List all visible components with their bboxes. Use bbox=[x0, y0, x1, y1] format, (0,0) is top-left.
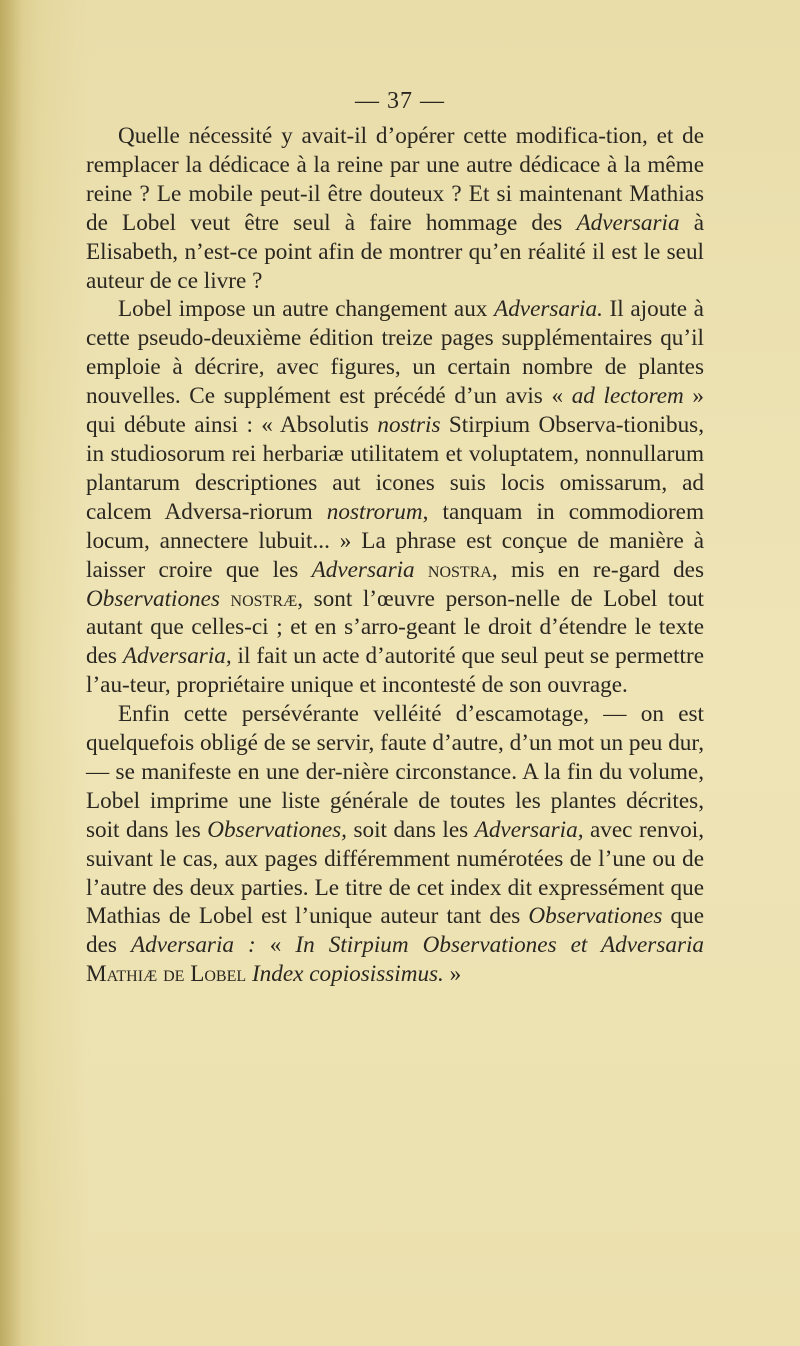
text-run: « bbox=[255, 932, 296, 959]
text-run: que des bbox=[86, 903, 704, 959]
paragraph bbox=[86, 122, 704, 295]
italic-run: Adversaria bbox=[311, 556, 415, 583]
italic-run: Index copiosissimus. bbox=[251, 961, 444, 988]
text-run: Il ajoute à cette pseudo-deuxième édition treize pages supplémentaires qu’il emploie à décrire, avec figures, un certain nombre de plantes nouvelles. Ce supplément est précédé d’un avis « bbox=[86, 296, 704, 410]
italic-run: Observationes bbox=[86, 585, 220, 612]
body-text bbox=[86, 122, 704, 989]
text-run bbox=[220, 586, 231, 612]
text-run: Lobel impose un autre changement aux bbox=[118, 296, 495, 323]
paragraph bbox=[86, 295, 704, 700]
italic-run: ad lectorem bbox=[571, 383, 684, 410]
small-caps-run: nostræ bbox=[230, 585, 298, 612]
italic-run: Adversaria : bbox=[130, 932, 256, 959]
italic-run: Adversaria. bbox=[494, 296, 603, 323]
text-run: , sont l’œuvre person-nelle de Lobel tout autant que celles-ci ; et en s’arro-geant le droit d’étendre le texte des bbox=[86, 585, 704, 670]
text-run: » bbox=[443, 961, 462, 988]
text-run bbox=[415, 557, 428, 583]
text-run: , tanquam in commodiorem locum, annectere lubuit... » La phrase est conçue de manière à laisser croire que les bbox=[86, 498, 704, 583]
text-run: Stirpium Observa-tionibus, in studiosorum rei herbariæ utilitatem et voluptatem, nonnullarum plantarum descriptiones aut icones suis locis omissarum, ad calcem Adversa-riorum bbox=[86, 412, 704, 525]
text-run: soit dans les bbox=[346, 816, 475, 843]
italic-run: nostrorum bbox=[326, 498, 423, 525]
text-run: avec renvoi, suivant le cas, aux pages différemment numérotées de l’une ou de l’autre des deux parties. Le titre de cet index dit expressément que Mathias de Lobel est l’unique auteur tant des bbox=[86, 816, 704, 930]
text-run: il fait un acte d’autorité que seul peut se permettre l’au-teur, propriétaire unique et incontesté de son ouvrage. bbox=[86, 643, 704, 699]
text-run: » qui débute ainsi : « Absolutis bbox=[86, 383, 705, 439]
italic-run: Adversaria, bbox=[474, 816, 584, 843]
italic-run: Adversaria bbox=[576, 209, 680, 236]
small-caps-run: nostra bbox=[427, 556, 492, 583]
italic-run: nostris bbox=[377, 412, 441, 439]
page-number: — 37 — bbox=[355, 88, 445, 114]
italic-run: Observationes bbox=[528, 903, 663, 930]
text-run: , mis en re-gard des bbox=[491, 556, 704, 583]
paragraph bbox=[86, 700, 704, 989]
italic-run: In Stirpium Observationes et Adversaria bbox=[295, 932, 704, 959]
text-run: Quelle nécessité y avait-il d’opérer cette modifica-tion, et de remplacer la dédicace à la reine par une autre dédicace à la même reine ? Le mobile peut-il être douteux ? Et si maintenant Mathias de Lobel veut être seul à faire hommage des bbox=[86, 123, 704, 236]
page-spine-shadow bbox=[0, 0, 22, 1346]
small-caps-run: Mathiæ de Lobel bbox=[86, 961, 247, 988]
italic-run: Adversaria, bbox=[122, 643, 232, 670]
text-run: Enfin cette persévérante velléité d’escamotage, — on est quelquefois obligé de se servir, faute d’autre, d’un mot un peu dur, — se manifeste en une der-nière circonstance. A la fin du volume, Lobel imprime une liste générale de toutes les plantes décrites, soit dans les bbox=[86, 701, 704, 843]
text-run: à Elisabeth, n’est-ce point afin de montrer qu’en réalité il est le seul auteur de ce livre ? bbox=[86, 209, 704, 294]
italic-run: Observationes, bbox=[207, 816, 347, 843]
